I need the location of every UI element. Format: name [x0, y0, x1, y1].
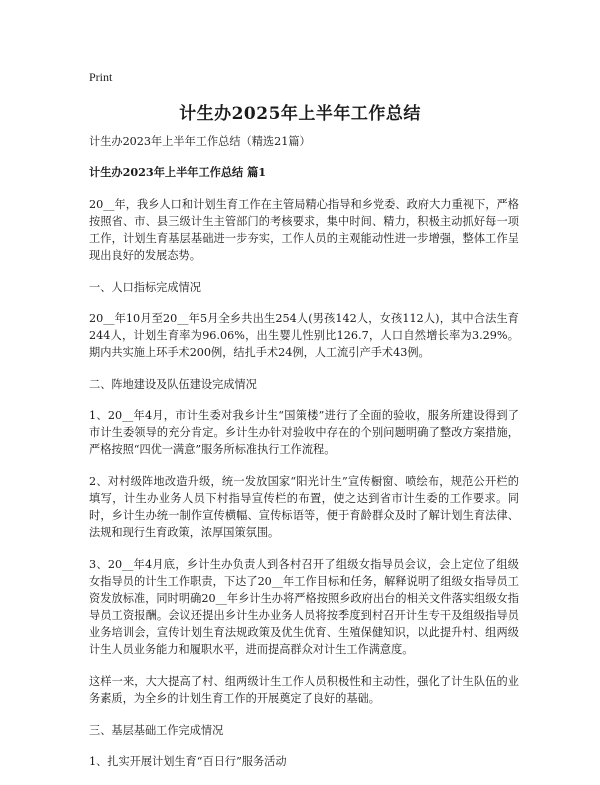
- heading-grassroots: 三、基层基础工作完成情况: [89, 724, 224, 737]
- document-body: [89, 133, 519, 785]
- team-paragraph-4: 这样一来，大大提高了村、组两级计生工作人员积极性和主动性，强化了计生队伍的业务素质，为全乡的计划生育工作的开展奠定了良好的基础。: [89, 675, 519, 705]
- team-paragraph-1: 1、20__年4月，市计生委对我乡计生“国策楼”进行了全面的验收，服务所建设得到了市计生委领导的充分肯定。乡计生办针对验收中存在的个别问题明确了整改方案措施，严格按照“四优一满意”服务所标准执行工作流程。: [89, 409, 519, 456]
- section-title: 计生办2023年上半年工作总结 篇1: [89, 165, 267, 179]
- heading-team-building: 二、阵地建设及队伍建设完成情况: [89, 378, 257, 391]
- grassroots-item-1: 1、扎实开展计划生育“百日行”服务活动: [89, 755, 287, 768]
- document-title: 计生办2025年上半年工作总结: [179, 104, 421, 124]
- intro-paragraph: 20__年，我乡人口和计划生育工作在主管局精心指导和乡党委、政府大力重视下，严格按照省、市、县三级计生主管部门的考核要求，集中时间、精力，积极主动抓好每一项工作，计划生育基层基础进一步夯实，工作人员的主观能动性进一步增强，整体工作呈现出良好的发展态势。: [89, 198, 519, 262]
- population-paragraph: 20__年10月至20__年5月全乡共出生254人(男孩142人，女孩112人)，其中合法生育244人，计划生育率为96.06%，出生婴儿性别比126.7，人口自然增长率为3.29%。期内共实施上环手术200例，结扎手术24例，人工流引产手术43例。: [89, 312, 519, 359]
- heading-population: 一、人口指标完成情况: [89, 281, 201, 294]
- print-link[interactable]: Print: [89, 70, 113, 84]
- document-subtitle: 计生办2023年上半年工作总结（精选21篇）: [89, 135, 311, 148]
- team-paragraph-3: 3、20__年4月底，乡计生办负责人到各村召开了组级女指导员会议，会上定位了组级女指导员的计生工作职责，下达了20__年工作目标和任务，解释说明了组级女指导员工资发放标准，同时明确20__年乡计生办将严格按照乡政府出台的相关文件落实组级女指导员工资报酬。会议还提出乡计生办业务人员将按季度到村召开计生专干及组级指导员业务培训会，宣传计划生育法规政策及优生优育、生殖保健知识，以此提升村、组两级计生人员业务能力和履职水平，进而提高群众对计生工作满意度。: [89, 558, 519, 656]
- team-paragraph-2: 2、对村级阵地改造升级，统一发放国家“阳光计生”宣传橱窗、喷绘布，规范公开栏的填写，计生办业务人员下村指导宣传栏的布置，使之达到省市计生委的工作要求。同时，乡计生办统一制作宣传横幅、宣传标语等，便于育龄群众及时了解计划生育法律、法规和现行生育政策，浓厚国策氛围。: [89, 475, 519, 539]
